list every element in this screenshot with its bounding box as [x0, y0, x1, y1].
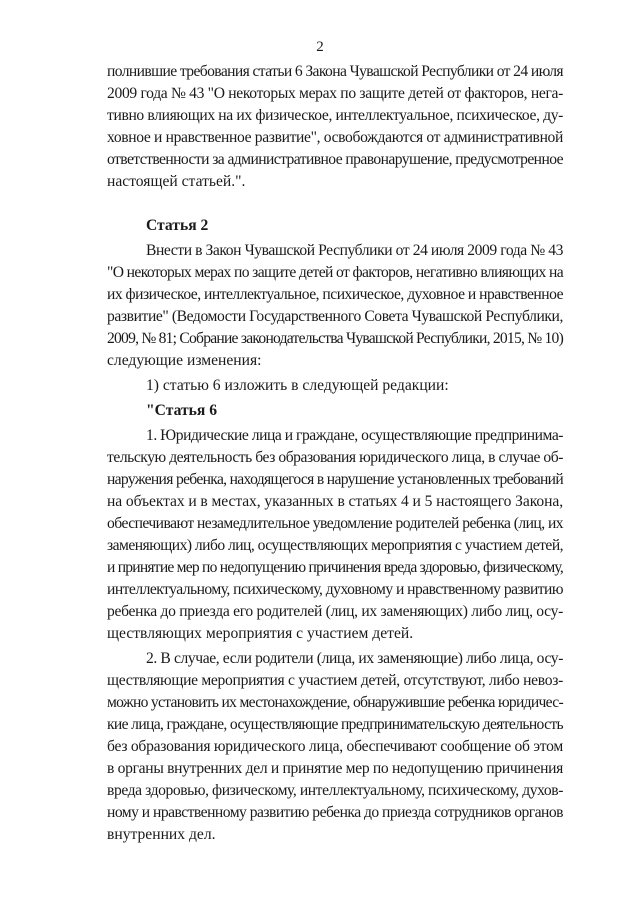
- article-6-heading: "Статья 6: [146, 402, 217, 419]
- text-line: 2009 года № 43 "О некоторых мерах по защите детей от факторов, нега-: [107, 85, 563, 102]
- text-line: ному и нравственному развитию ребенка до приезда сотрудников органов: [107, 804, 563, 821]
- text-line: 2. В случае, если родители (лица, их заменяющие) либо лица, осу-: [146, 650, 563, 667]
- article-6-part-1: [107, 425, 563, 645]
- text-line: ществляющих мероприятия с участием детей.: [107, 625, 414, 642]
- text-line: их физическое, интеллектуальное, психическое, духовное и нравственное: [107, 286, 563, 303]
- text-line: ховное и нравственное развитие", освобождаются от административной: [107, 129, 563, 146]
- text-line: можно установить их местонахождение, обнаружившие ребенка юридичес-: [107, 694, 563, 711]
- text-line: 1) статью 6 изложить в следующей редакции:: [146, 377, 449, 394]
- paragraph-amendment-intro: [107, 240, 563, 372]
- text-line: полнившие требования статьи 6 Закона Чувашской Республики от 24 июля: [107, 63, 563, 80]
- text-line: без образования юридического лица, обеспечивают сообщение об этом: [107, 738, 563, 755]
- text-line: и принятие мер по недопущению причинения вреда здоровью, физическому,: [107, 559, 563, 576]
- text-line: обеспечивают незамедлительное уведомление родителей ребенка (лиц, их: [107, 515, 563, 532]
- document-body: [107, 61, 563, 846]
- text-line: "О некоторых мерах по защите детей от факторов, негативно влияющих на: [107, 264, 563, 281]
- text-line: настоящей статьей.".: [107, 173, 246, 190]
- text-line: ребенка до приезда его родителей (лиц, их заменяющих) либо лиц, осу-: [107, 603, 563, 620]
- article-2-heading: Статья 2: [146, 217, 209, 234]
- text-line: 1. Юридические лица и граждане, осуществляющие предпринима-: [146, 427, 563, 444]
- text-line: в органы внутренних дел и принятие мер по недопущению причинения: [107, 760, 563, 777]
- text-line: 2009, № 81; Собрание законодательства Чувашской Республики, 2015, № 10): [107, 330, 563, 347]
- text-line: интеллектуальному, психическому, духовному и нравственному развитию: [107, 581, 563, 598]
- text-line: на объектах и в местах, указанных в статьях 4 и 5 настоящего Закона,: [107, 493, 563, 510]
- text-line: следующие изменения:: [107, 352, 262, 369]
- text-line: заменяющих) либо лиц, осуществляющих мероприятия с участием детей,: [107, 537, 563, 554]
- page-number: 2: [316, 39, 324, 55]
- list-item-1: [107, 375, 563, 397]
- text-line: ществляющие мероприятия с участием детей, отсутствуют, либо невоз-: [107, 672, 563, 689]
- text-line: наружения ребенка, находящегося в нарушение установленных требований: [107, 471, 563, 488]
- text-line: вреда здоровью, физическому, интеллектуальному, психическому, духов-: [107, 782, 563, 799]
- text-line: тивно влияющих на их физическое, интеллектуальное, психическое, ду-: [107, 107, 563, 124]
- article-6-part-2: [107, 648, 563, 846]
- text-line: внутренних дел.: [107, 826, 216, 843]
- text-line: тельскую деятельность без образования юридического лица, в случае об-: [107, 449, 563, 466]
- text-line: кие лица, граждане, осуществляющие предпринимательскую деятельность: [107, 716, 563, 733]
- text-line: ответственности за административное правонарушение, предусмотренное: [107, 151, 563, 168]
- paragraph-continuation: [107, 61, 563, 193]
- text-line: Внести в Закон Чувашской Республики от 24 июля 2009 года № 43: [146, 242, 563, 259]
- text-line: развитие" (Ведомости Государственного Совета Чувашской Республики,: [107, 308, 563, 325]
